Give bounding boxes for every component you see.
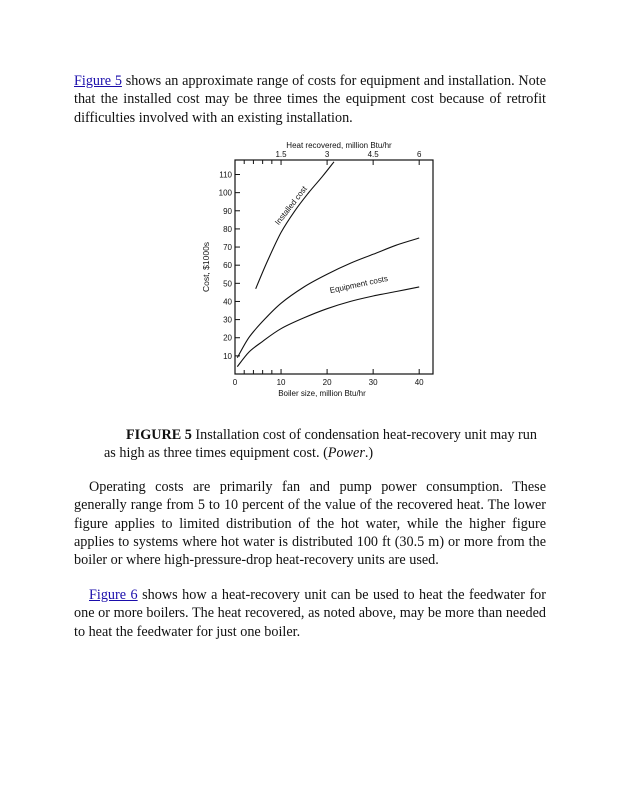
x-tick-label: 0 bbox=[232, 378, 238, 387]
figure-5-chart bbox=[190, 138, 450, 400]
series-installed-cost bbox=[256, 162, 334, 289]
annotation-installed-cost: Installed cost bbox=[273, 184, 309, 227]
paragraph-operating-costs: Operating costs are primarily fan and pump power consumption. These generally range from 5 to 10 percent of the value of the recovered heat. The lower figure applies to limited distribution of the hot water, while the higher figure applies to systems where hot water is distributed 100 ft (30.5 m) or more from the boiler or where high-pressure-drop heat-recovery units are used. bbox=[74, 479, 546, 569]
top-tick-label: 4.5 bbox=[367, 150, 379, 159]
x-tick-label: 10 bbox=[276, 378, 286, 387]
caption-text: Installation cost of condensation heat-recovery unit may run as high as three times equipment cost. ( bbox=[104, 427, 537, 462]
top-tick-label: 6 bbox=[416, 150, 422, 159]
figure-caption bbox=[104, 426, 546, 463]
x-tick-label: 20 bbox=[322, 378, 332, 387]
y-axis-title: Cost, $1000s bbox=[201, 241, 211, 293]
series-equipment-lower bbox=[237, 287, 419, 367]
caption-label: FIGURE 5 bbox=[126, 427, 192, 443]
x-axis-title: Boiler size, million Btu/hr bbox=[278, 389, 366, 398]
x-tick-label: 40 bbox=[414, 378, 424, 387]
top-axis-title: Heat recovered, million Btu/hr bbox=[286, 141, 392, 150]
chart-svg bbox=[190, 138, 450, 400]
paragraph-figure6-intro bbox=[74, 586, 546, 641]
y-tick-label: 90 bbox=[223, 206, 232, 216]
paragraph-text: shows an approximate range of costs for equipment and installation. Note that the installed cost may be three times the equipment cost because of retrofit difficulties involved with an existing installation. bbox=[74, 73, 546, 126]
y-tick-label: 30 bbox=[223, 315, 232, 325]
y-tick-label: 20 bbox=[223, 333, 232, 343]
figure-5-link[interactable]: Figure 5 bbox=[74, 73, 122, 89]
y-tick-label: 50 bbox=[223, 279, 232, 289]
y-tick-label: 40 bbox=[223, 297, 232, 307]
paragraph-text: shows how a heat-recovery unit can be used to heat the feedwater for one or more boilers. The heat recovered, as noted above, may be more than needed to heat the feedwater for just one boiler. bbox=[74, 587, 546, 640]
caption-end: .) bbox=[364, 445, 374, 462]
paragraph-figure5-intro bbox=[74, 72, 546, 127]
annotation-equipment-costs: Equipment costs bbox=[328, 273, 389, 296]
y-tick-label: 80 bbox=[223, 224, 232, 234]
top-tick-label: 1.5 bbox=[275, 150, 287, 159]
top-tick-label: 3 bbox=[324, 150, 330, 159]
y-tick-label: 100 bbox=[218, 188, 232, 198]
caption-source: Power bbox=[327, 445, 365, 462]
y-tick-label: 70 bbox=[223, 243, 232, 253]
figure-6-link[interactable]: Figure 6 bbox=[89, 587, 138, 603]
y-tick-label: 60 bbox=[223, 261, 232, 271]
x-tick-label: 30 bbox=[368, 378, 378, 387]
y-tick-label: 10 bbox=[223, 351, 232, 361]
y-tick-label: 110 bbox=[219, 170, 232, 180]
